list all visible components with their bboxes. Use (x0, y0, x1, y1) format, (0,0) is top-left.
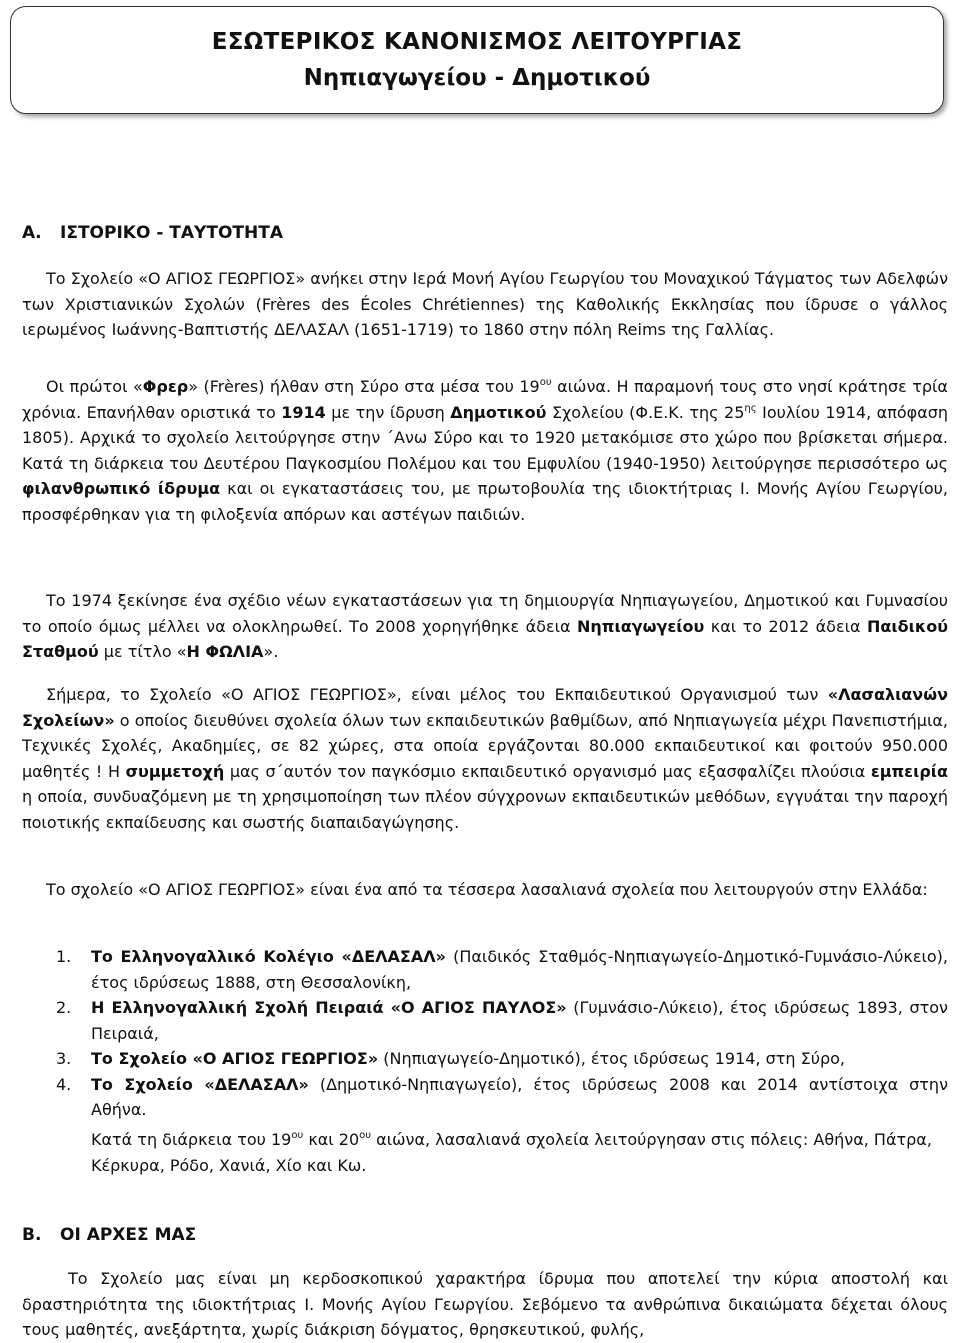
list-number: 3. (56, 1049, 72, 1068)
section-a-heading (22, 223, 283, 243)
section-a-number: Α. (22, 223, 42, 243)
text-span: ο οποίος διευθύνει σχολεία όλων των εκπαιδευτικών βαθμίδων, από Νηπιαγωγεία μέχρι Πανεπιστήμια, Τεχνικές Σχολές, Ακαδημίες, σε 82 χώρες, στα οποία εργάζονται 80.000 εκπαιδευτικοί και φοιτούν 950.000 μαθητές ! Η (22, 710, 948, 781)
superscript: ου (291, 1130, 304, 1141)
text-span: (Παιδικός Σταθμός-Νηπιαγωγείο-Δημοτικό-Γυμνάσιο-Λύκειο), έτος ιδρύσεως 1888, στη Θεσσαλονίκη, (91, 947, 948, 992)
text-span: Σήμερα, το Σχολείο «Ο ΑΓΙΟΣ ΓΕΩΡΓΙΟΣ», είναι μέλος του Εκπαιδευτικού Οργανισμού των (46, 685, 828, 704)
bold-span: Δημοτικού (450, 402, 547, 422)
superscript: ης (744, 402, 757, 414)
text-span: (Γυμνάσιο-Λύκειο), έτος ιδρύσεως 1893, στον Πειραιά, (91, 998, 948, 1043)
text-span: (Νηπιαγωγείο-Δημοτικό), έτος ιδρύσεως 1914, στη Σύρο, (378, 1049, 845, 1068)
text-span: μας σ΄αυτόν τον παγκόσμιο εκπαιδευτικό οργανισμό μας εξασφαλίζει πλούσια (224, 761, 871, 781)
section-b-number: Β. (22, 1225, 42, 1245)
list-item (56, 944, 948, 995)
section-b-heading (22, 1225, 196, 1245)
paragraph-1974 (22, 588, 948, 665)
bold-span: 1914 (281, 402, 326, 422)
text-span: με τίτλο « (98, 642, 187, 661)
list-item (56, 995, 948, 1046)
paragraph-other-cities (91, 1127, 948, 1178)
text-span: » (Frères) ήλθαν στη Σύρο στα μέσα του 19 (188, 377, 540, 396)
paragraph-today (22, 682, 948, 835)
paragraph-history: Το Σχολείο «Ο ΑΓΙΟΣ ΓΕΩΡΓΙΟΣ» ανήκει στην Ιερά Μονή Αγίου Γεωργίου του Μοναχικού Τάγματος των Αδελφών των Χριστιανικών Σχολών (Frères des Écoles Chrétiennes) της Καθολικής Εκκλησίας που ίδρυσε ο γάλλος ιερωμένος Ιωάννης-Βαπτιστής ΔΕΛΑΣΑΛ (1651-1719) το 1860 στην πόλη Reims της Γαλλίας. (22, 269, 948, 339)
text-span: και το 2012 άδεια (704, 616, 867, 636)
bold-span: «Λασαλιανών Σχολείων» (22, 685, 948, 730)
bold-span: εμπειρία (870, 761, 948, 781)
paragraph-principles: Το Σχολείο μας είναι μη κερδοσκοπικού χαρακτήρα ίδρυμα που αποτελεί την κύρια αποστολή και δραστηριότητα της ιδιοκτήτριας Ι. Μονής Αγίου Γεωργίου. Σεβόμενο τα ανθρώπινα δικαιώματα δέχεται όλους τους μαθητές, ανεξάρτητα, χωρίς διάκριση δόγματος, θρησκευτικού, φυλής, (22, 1269, 948, 1339)
bold-span: Φρερ (142, 377, 189, 396)
bold-span: φιλανθρωπικό ίδρυμα (22, 479, 221, 498)
bold-span: Η Ελληνογαλλική Σχολή Πειραιά «Ο ΑΓΙΟΣ ΠΑΥΛΟΣ» (91, 998, 567, 1017)
text-span: Οι πρώτοι « (46, 377, 143, 396)
list-number: 1. (56, 947, 72, 966)
text-span: και οι εγκαταστάσεις του, με πρωτοβουλία της ιδιοκτήτριας Ι. Μονής Αγίου Γεωργίου, προσφέρθηκαν για τη φιλοξενία απόρων και αστέγων παιδιών. (22, 479, 948, 524)
list-number: 4. (56, 1074, 72, 1094)
bold-span: Το Σχολείο «Ο ΑΓΙΟΣ ΓΕΩΡΓΙΟΣ» (91, 1049, 379, 1068)
bold-span: Παιδικού Σταθμού (22, 616, 949, 661)
paragraph-frer (22, 374, 948, 527)
document-subtitle: Νηπιαγωγείου - Δημοτικού (303, 65, 651, 91)
bold-span: Νηπιαγωγείου (577, 616, 705, 636)
list-number: 2. (56, 998, 72, 1017)
section-b-title: ΟΙ ΑΡΧΕΣ ΜΑΣ (60, 1225, 197, 1245)
superscript: ου (539, 377, 552, 388)
text-span: αιώνα, λασαλιανά σχολεία λειτούργησαν στις πόλεις: Αθήνα, Πάτρα, Κέρκυρα, Ρόδο, Χανιά, Χίο και Κω. (91, 1130, 932, 1175)
list-item (56, 1046, 948, 1072)
text-span: (Δημοτικό-Νηπιαγωγείο), έτος ιδρύσεως 2008 και 2014 αντίστοιχα στην Αθήνα. (91, 1074, 949, 1119)
list-item (56, 1072, 948, 1123)
bold-span: Το Σχολείο «ΔΕΛΑΣΑΛ» (91, 1074, 309, 1094)
text-span: Ιουλίου 1914, απόφαση 1805). Αρχικά το σχολείο λειτούργησε στην ΄Ανω Σύρο και το 1920 μετακόμισε στο χώρο που βρίσκεται σήμερα. Κατά τη διάρκεια του Δευτέρου Παγκοσμίου Πολέμου και του Εμφυλίου (1940-1950) λειτούργησε περισσότερο ως (22, 402, 949, 473)
bold-span: συμμετοχή (125, 761, 225, 781)
text-span: και 20 (303, 1130, 360, 1149)
text-span: Το 1974 ξεκίνησε ένα σχέδιο νέων εγκαταστάσεων για τη δημιουργία Νηπιαγωγείου, Δημοτικού και Γυμνασίου το οποίο όμως μέλλει να ολοκληρωθεί. Το 2008 χορηγήθηκε άδεια (22, 591, 948, 636)
text-span: Σχολείου (Φ.Ε.Κ. της 25 (546, 402, 745, 422)
text-span: με την ίδρυση (325, 402, 451, 422)
section-a-title: ΙΣΤΟΡΙΚΟ - ΤΑΥΤΟΤΗΤΑ (60, 223, 283, 243)
schools-list (56, 944, 948, 1123)
title-box (10, 6, 944, 114)
text-span: αιώνα. Η παραμονή τους στο νησί κράτησε τρία χρόνια. Επανήλθαν οριστικά το (22, 377, 948, 422)
text-span: ». (263, 642, 279, 661)
bold-span: Η ΦΩΛΙΑ (186, 642, 264, 661)
bold-span: Το Ελληνογαλλικό Κολέγιο «ΔΕΛΑΣΑΛ» (91, 947, 446, 966)
text-span: Κατά τη διάρκεια του 19 (91, 1130, 292, 1149)
document-title: ΕΣΩΤΕΡΙΚΟΣ ΚΑΝΟΝΙΣΜΟΣ ΛΕΙΤΟΥΡΓΙΑΣ (211, 29, 743, 55)
text-span: η οποία, συνδυαζόμενη με τη χρησιμοποίηση των πλέον σύγχρονων εκπαιδευτικών μεθόδων, εγγυάται την παροχή ποιοτικής εκπαίδευσης και σωστής διαπαιδαγώγησης. (22, 787, 948, 832)
superscript: ου (359, 1130, 372, 1141)
paragraph-four-schools: Το σχολείο «Ο ΑΓΙΟΣ ΓΕΩΡΓΙΟΣ» είναι ένα από τα τέσσερα λασαλιανά σχολεία που λειτουργούν στην Ελλάδα: (46, 880, 928, 899)
